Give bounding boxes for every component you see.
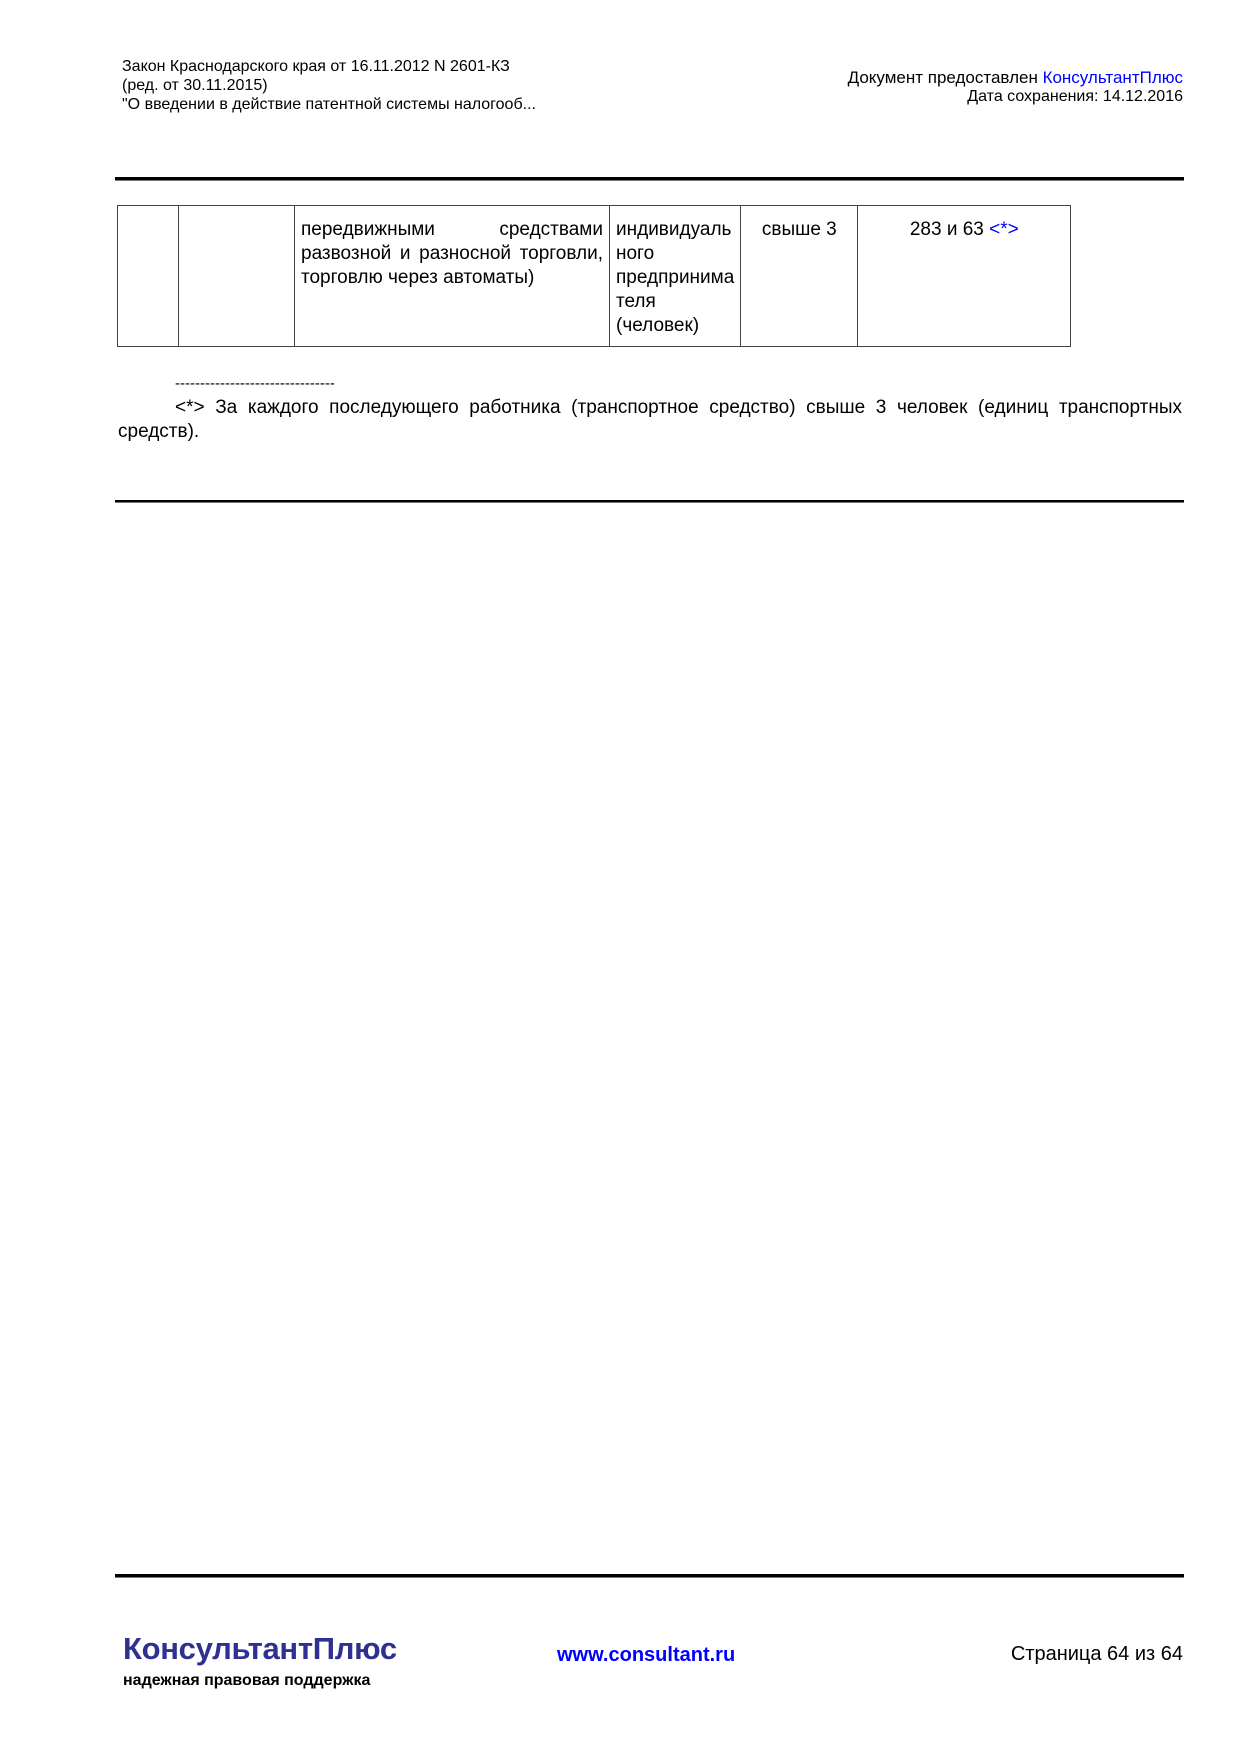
content-end-divider: [115, 500, 1184, 503]
table-cell-count: свыше 3: [741, 206, 858, 347]
document-header-title: [122, 57, 536, 114]
header-divider: [115, 177, 1184, 181]
page-number: Страница 64 из 64: [1010, 1643, 1183, 1665]
footer-divider: [115, 1574, 1184, 1578]
table-cell-indicator: индивидуаль ного предпринима теля (человек): [610, 206, 741, 347]
table-cell-activity-description: передвижными средствами развозной и разносной торговли, торговлю через автоматы): [295, 206, 610, 347]
consultant-brand-link[interactable]: КонсультантПлюс: [1042, 68, 1183, 87]
tax-rate-table: [117, 205, 1071, 347]
header-revision: (ред. от 30.11.2015): [122, 77, 268, 94]
table-row: [118, 206, 1071, 347]
table-cell-number: [118, 206, 179, 347]
consultant-tagline: надежная правовая поддержка: [123, 1672, 371, 1689]
consultant-logo: КонсультантПлюс: [123, 1631, 397, 1666]
header-law-title: Закон Краснодарского края от 16.11.2012 N 2601-КЗ: [122, 58, 510, 75]
header-law-subject: "О введении в действие патентной системы налогооб...: [122, 96, 536, 113]
footnote-separator: --------------------------------: [175, 375, 335, 392]
footnote-text: <*> За каждого последующего работника (транспортное средство) свыше 3 человек (единиц транспортных средств).: [118, 397, 1182, 442]
footnote-link[interactable]: <*>: [989, 219, 1019, 240]
save-date: Дата сохранения: 14.12.2016: [967, 88, 1183, 105]
table-cell-activity-code: [179, 206, 295, 347]
provided-by-label: Документ предоставлен: [847, 68, 1043, 87]
consultant-website-link[interactable]: www.consultant.ru: [557, 1644, 736, 1666]
table-cell-income: 283 и 63 <*>: [858, 206, 1071, 347]
document-header-source: [848, 68, 1183, 106]
